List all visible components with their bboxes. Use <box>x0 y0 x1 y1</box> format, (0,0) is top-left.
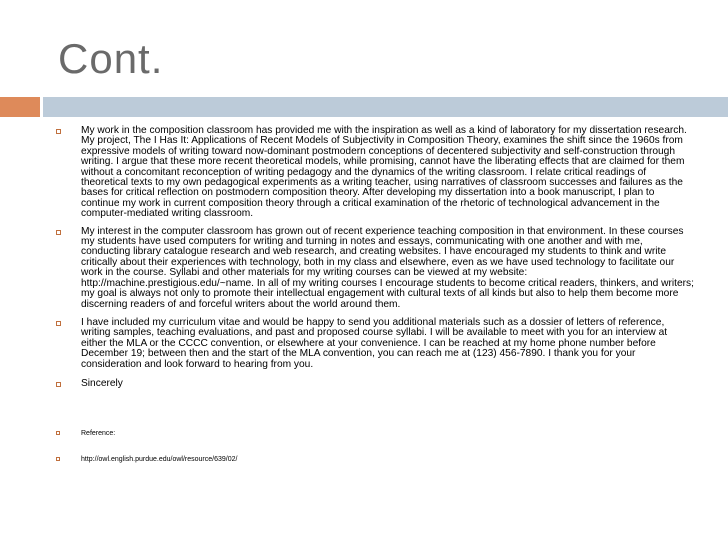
accent-blue-bar <box>43 97 728 117</box>
square-bullet-icon <box>56 457 60 461</box>
square-bullet-icon <box>56 321 61 326</box>
square-bullet-icon <box>56 129 61 134</box>
reference-url-item <box>56 455 237 464</box>
square-bullet-icon <box>56 230 61 235</box>
slide-body <box>56 126 694 389</box>
slide-title: Cont. <box>58 35 164 82</box>
list-item <box>56 126 694 220</box>
square-bullet-icon <box>56 431 60 435</box>
reference-item <box>56 429 115 438</box>
list-item <box>56 227 694 310</box>
header-accent-band <box>0 97 728 117</box>
paragraph-signoff: Sincerely <box>81 377 123 389</box>
list-item <box>56 379 694 389</box>
paragraph-closing: I have included my curriculum vitae and would be happy to send you additional materials such as a dossier of letters of reference, writing samples, teaching evaluations, and past and proposed course syllabi. I will be available to meet with you for an interview at either the MLA or the CCCC convention, or elsewhere at your convenience. I can be reached at my home phone number before December 19; between then and the start of the MLA convention, you can reach me at (123) 456-7890. I thank you for your consideration and look forward to hearing from you. <box>81 316 668 370</box>
square-bullet-icon <box>56 382 61 387</box>
reference-label: Reference: <box>81 430 116 437</box>
accent-orange-block <box>0 97 40 117</box>
paragraph-computer-classroom: My interest in the computer classroom has grown out of recent experience teaching composition in that environment. In these courses my students have used computers for writing and turning in notes and essays, communicating with one another and with me, conducting library catalogue research and web research, and creating websites. I have encouraged my students to think and write critically about their experiences with technology, both in my class and elsewhere, even as we have used technology to facilitate our work in the course. Syllabi and other materials for my writing courses can be viewed at my website: http://machine.prestigious.edu/~name. In all of my writing courses I encourage students to become critical readers, thinkers, and writers; my goal is always not only to promote their intellectual engagement with cultural texts of all kinds but also to help them become more discerning readers of and forceful writers about the world around them. <box>81 225 694 310</box>
list-item <box>56 318 694 370</box>
paragraph-dissertation: My work in the composition classroom has provided me with the inspiration as well as a kind of laboratory for my dissertation research. My project, The I Has It: Applications of Recent Models of Subjectivity in Composition Theory, examines the shift since the 1960s from expressive models of writing toward now-dominant postmodern conceptions of decentered subjectivity and self-construction through writing. I argue that these more recent theoretical models, while promising, cannot have the liberating effects that are claimed for them without a concomitant reconception of writing pedagogy and the dynamics of the writing classroom. I relate critical readings of theoretical texts to my own pedagogical experiments as a writing teacher, using narratives of classroom successes and failures as the bases for critical reflection on postmodern composition theory. After developing my dissertation into a book manuscript, I plan to continue my work in current composition theory through a critical examination of the rhetoric of technological advancement in the computer-mediated writing classroom. <box>81 125 687 220</box>
reference-url[interactable]: http://owl.english.purdue.edu/owl/resource/639/02/ <box>81 456 238 463</box>
